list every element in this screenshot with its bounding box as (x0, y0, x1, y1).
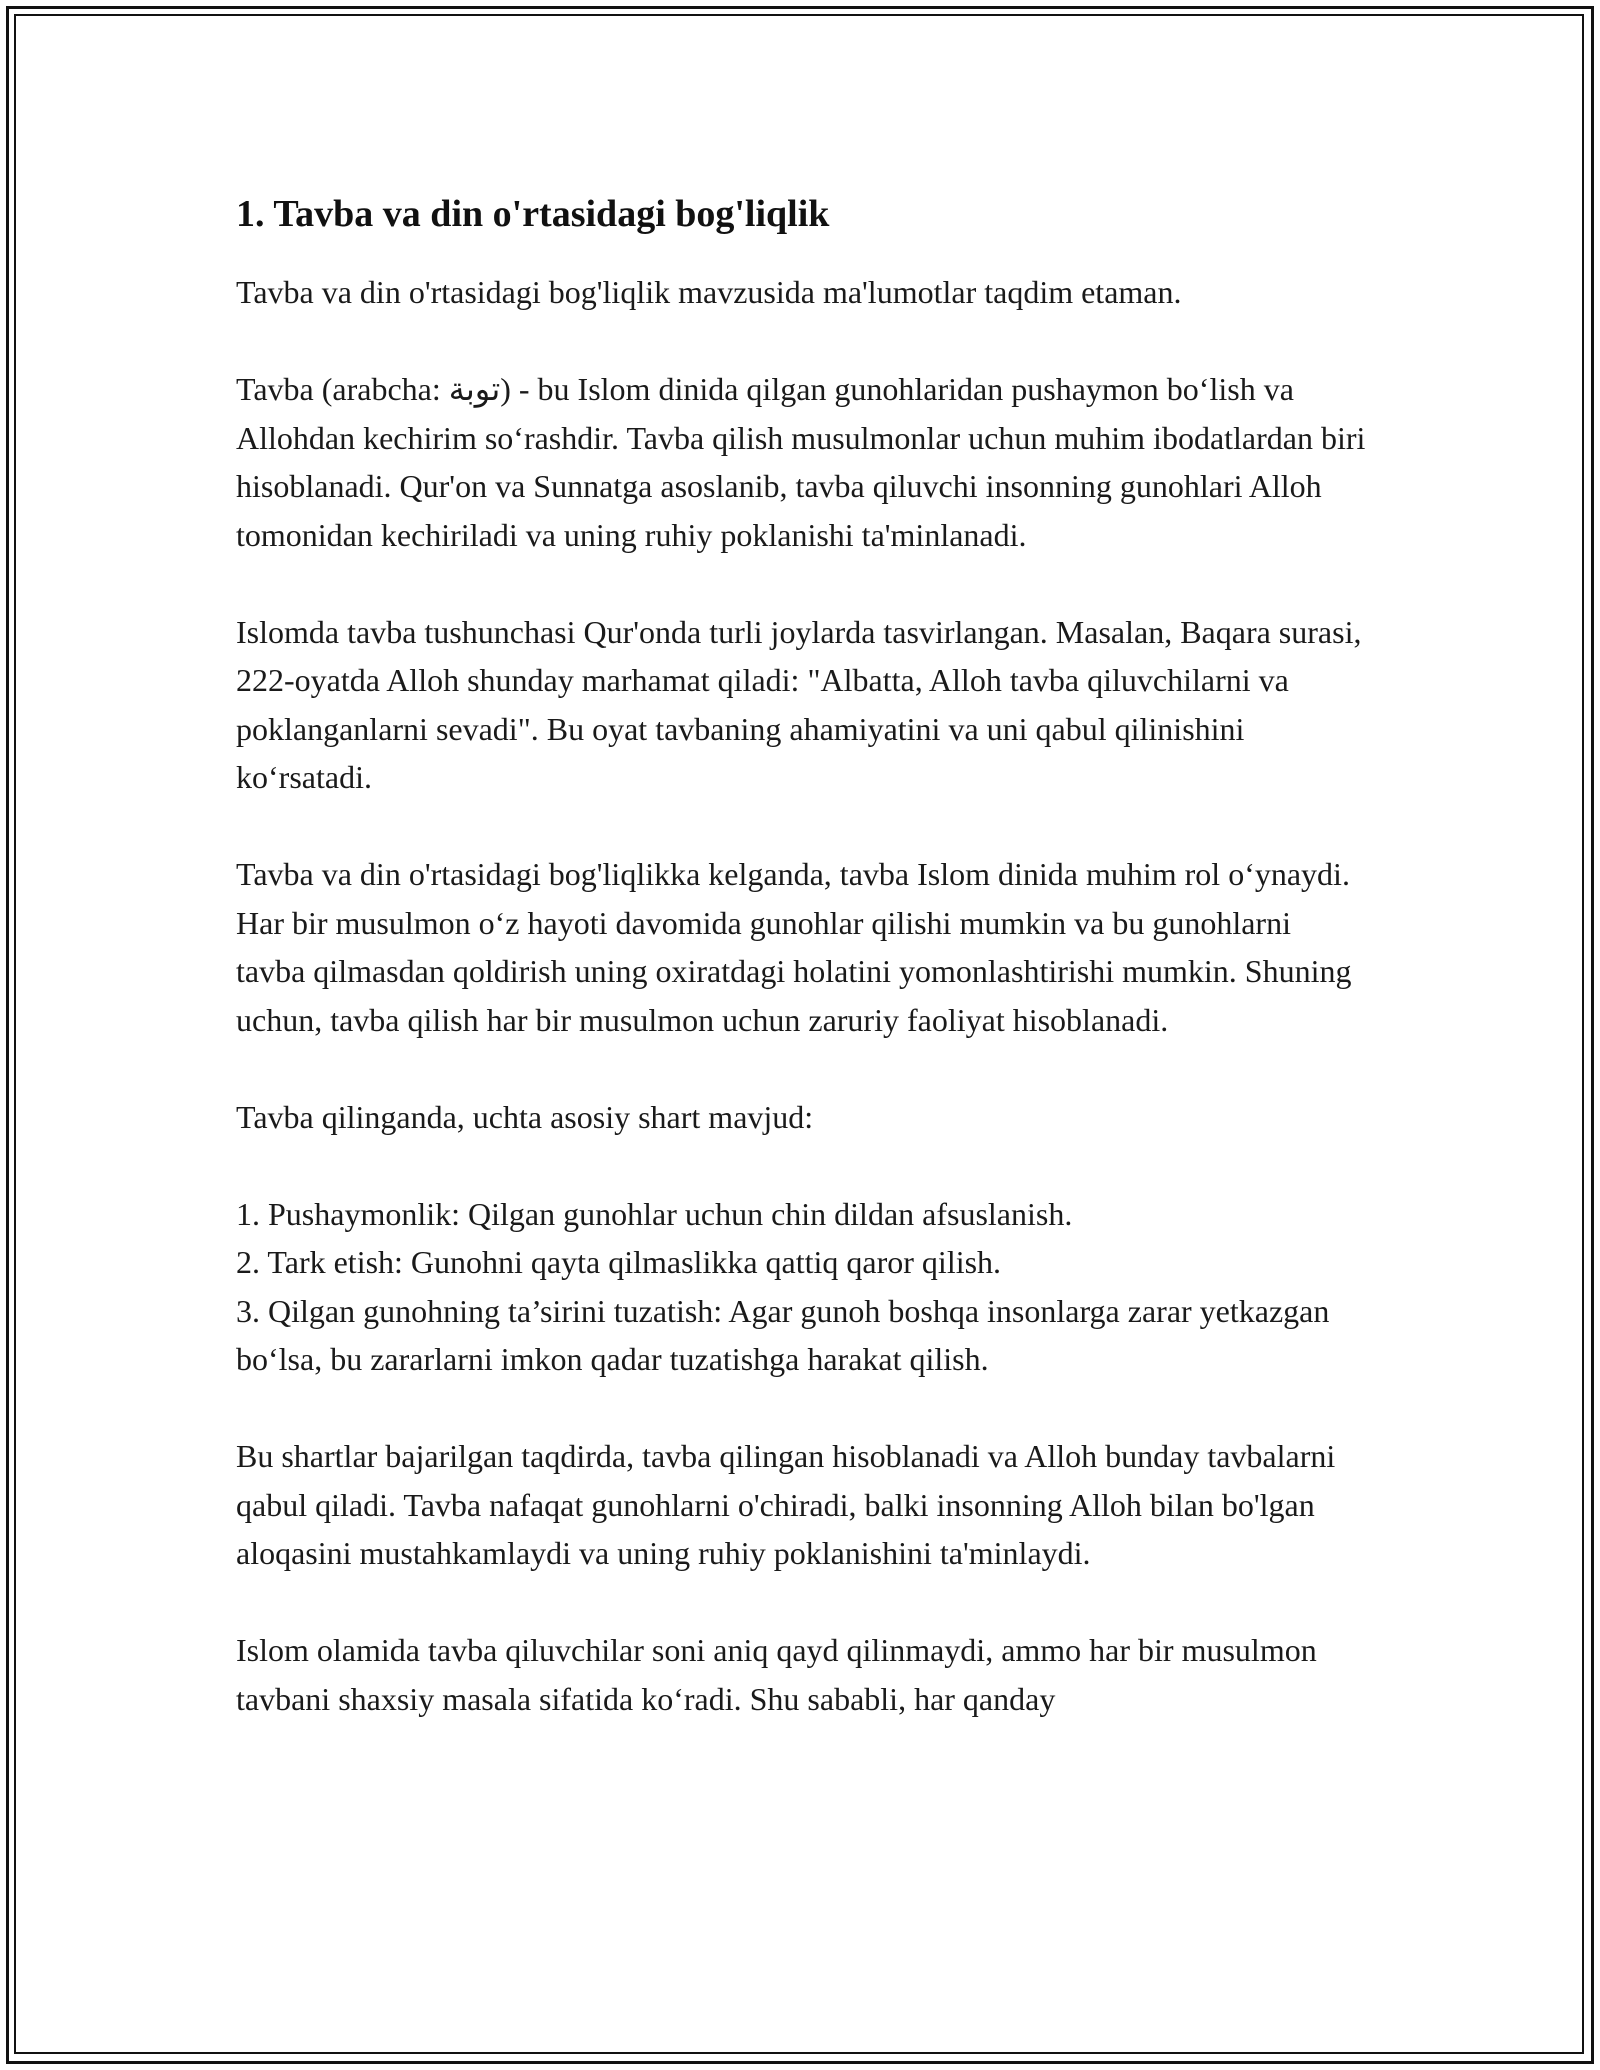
paragraph-conditions-intro: Tavba qilinganda, uchta asosiy shart mavjud: (236, 1098, 814, 1135)
paragraph-relation: Tavba va din o'rtasidagi bog'liqlikka kelganda, tavba Islom dinida muhim rol o‘ynaydi. Har bir musulmon o‘z hayoti davomida gunohlar qilishi mumkin va bu gunohlarni tavba qilmasdan qoldirish uning oxiratdagi holatini yomonlashtirishi mumkin. Shuning uchun, tavba qilish har bir musulmon uchun zaruriy faoliyat hisoblanadi. (236, 856, 1352, 1038)
paragraph-islamic-world: Islom olamida tavba qiluvchilar soni aniq qayd qilinmaydi, ammo har bir musulmon tavbani shaxsiy masala sifatida ko‘radi. Shu sababli, har qanday (236, 1632, 1317, 1717)
document-body (236, 186, 1366, 1772)
section-heading: 1. Tavba va din o'rtasidagi bog'liqlik (236, 193, 830, 235)
paragraph-quran: Islomda tavba tushunchasi Qur'onda turli joylarda tasvirlangan. Masalan, Baqara surasi, 222-oyatda Alloh shunday marhamat qiladi: "Albatta, Alloh tavba qiluvchilarni va poklanganlarni sevadi". Bu oyat tavbaning ahamiyatini va uni qabul qilinishini ko‘rsatadi. (236, 613, 1362, 795)
condition-item-3: 3. Qilgan gunohning ta’sirini tuzatish: Agar gunoh boshqa insonlarga zarar yetkazgan bo‘lsa, bu zararlarni imkon qadar tuzatishga harakat qilish. (236, 1292, 1330, 1377)
paragraph-definition: Tavba (arabcha: توبة) - bu Islom dinida qilgan gunohlaridan pushaymon bo‘lish va Allohdan kechirim so‘rashdir. Tavba qilish musulmonlar uchun muhim ibodatlardan biri hisoblanadi. Qur'on va Sunnatga asoslanib, tavba qiluvchi insonning gunohlari Alloh tomonidan kechiriladi va uning ruhiy poklanishi ta'minlanadi. (236, 371, 1366, 553)
condition-item-1: 1. Pushaymonlik: Qilgan gunohlar uchun chin dildan afsuslanish. (236, 1195, 1073, 1232)
condition-item-2: 2. Tark etish: Gunohni qayta qilmaslikka qattiq qaror qilish. (236, 1244, 1002, 1280)
intro-paragraph: Tavba va din o'rtasidagi bog'liqlik mavzusida ma'lumotlar taqdim etaman. (236, 274, 1182, 310)
paragraph-acceptance: Bu shartlar bajarilgan taqdirda, tavba qilingan hisoblanadi va Alloh bunday tavbalarni qabul qiladi. Tavba nafaqat gunohlarni o'chiradi, balki insonning Alloh bilan bo'lgan aloqasini mustahkamlaydi va uning ruhiy poklanishini ta'minlaydi. (236, 1438, 1336, 1571)
